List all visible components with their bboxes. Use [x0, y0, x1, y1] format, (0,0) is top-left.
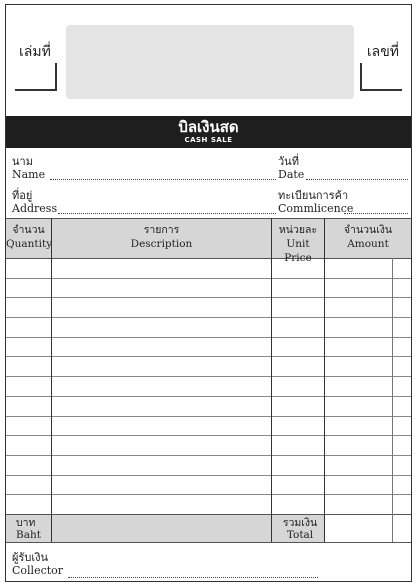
- table-top-border: [6, 218, 411, 219]
- table-row-line: [6, 337, 411, 338]
- column-divider: [271, 218, 272, 542]
- name-label: นาม Name: [12, 155, 46, 181]
- book-number-label: เล่มที่: [19, 44, 51, 60]
- cash-sale-form: [5, 4, 412, 582]
- table-row-line: [6, 297, 411, 298]
- commlicence-line[interactable]: [344, 213, 408, 214]
- table-row-line: [6, 278, 411, 279]
- address-line[interactable]: [58, 213, 276, 214]
- table-row-line: [6, 317, 411, 318]
- column-header-description: รายการ Description: [130, 224, 193, 250]
- table-row-line: [6, 455, 411, 456]
- table-row-line: [6, 475, 411, 476]
- total-amount-cell[interactable]: [325, 515, 392, 542]
- table-row-line: [6, 435, 411, 436]
- column-header-unit-price: หน่วยละ Unit Price: [278, 224, 318, 264]
- table-row-line: [6, 416, 411, 417]
- table-bottom-border: [6, 542, 411, 543]
- title-thai: บิลเงินสด: [178, 118, 239, 136]
- table-row-line: [6, 356, 411, 357]
- total-label: รวมเงิน Total: [282, 517, 318, 541]
- commlicence-label: ทะเบียนการค้า Commlicence: [278, 189, 354, 215]
- serial-number-label: เลขที่: [366, 44, 399, 60]
- column-header-amount: จำนวนเงิน Amount: [343, 224, 393, 250]
- collector-label: ผู้รับเงิน Collector: [12, 551, 64, 577]
- table-row-line: [6, 376, 411, 377]
- baht-text-cell[interactable]: [52, 514, 271, 542]
- table-row-line: [6, 396, 411, 397]
- serial-number-box: [66, 25, 354, 99]
- baht-label: บาท Baht: [16, 517, 41, 541]
- column-header-quantity: จำนวน Quantity: [6, 224, 53, 250]
- date-line[interactable]: [306, 179, 408, 180]
- collector-signature-line[interactable]: [68, 577, 318, 578]
- title-english: CASH SALE: [184, 136, 233, 144]
- book-number-bracket: [15, 63, 57, 91]
- address-label: ที่อยู่ Address: [12, 189, 58, 215]
- name-line[interactable]: [50, 179, 276, 180]
- column-divider: [51, 218, 52, 542]
- title-bar: [6, 116, 411, 148]
- items-table: [6, 218, 411, 543]
- date-label: วันที่ Date: [278, 155, 305, 181]
- satang-divider: [392, 258, 393, 542]
- column-divider: [324, 218, 325, 542]
- header-bottom-border: [6, 258, 411, 259]
- serial-number-bracket: [360, 63, 402, 91]
- table-row-line: [6, 494, 411, 495]
